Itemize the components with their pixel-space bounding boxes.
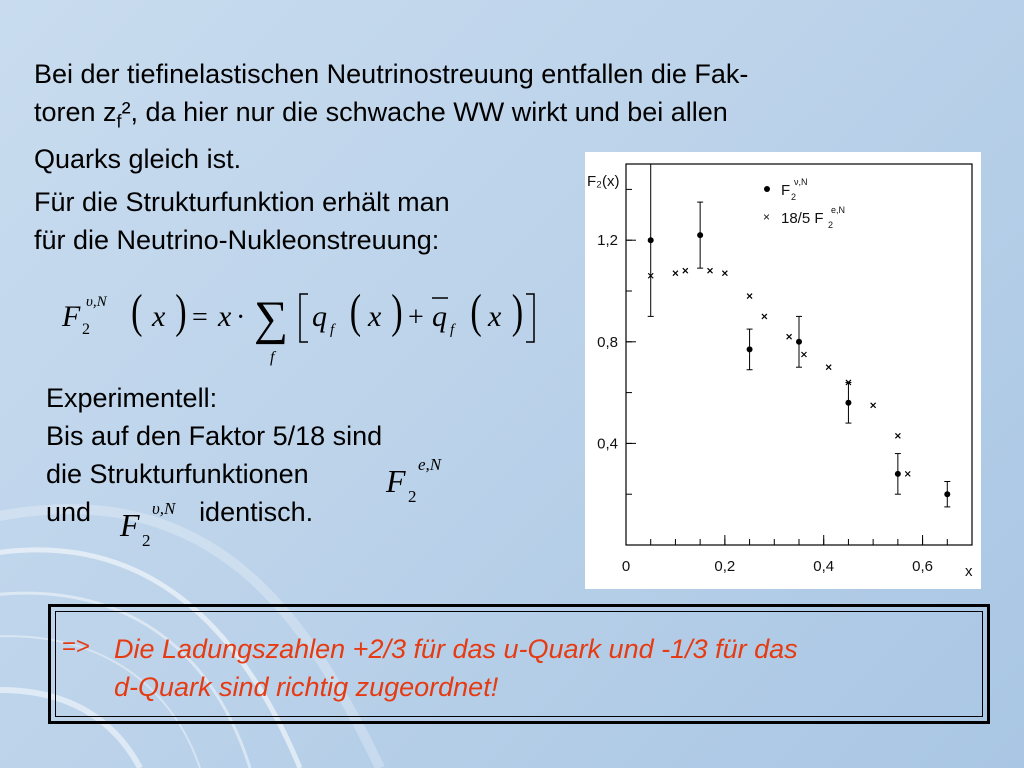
formula-eq: = xyxy=(192,302,208,333)
x-tick-label: 0,6 xyxy=(912,558,934,575)
data-point-nuN xyxy=(796,339,802,345)
data-point-nuN xyxy=(895,471,901,477)
x-tick-label: 0 xyxy=(621,558,631,575)
conclusion-text xyxy=(114,630,984,706)
y-tick-label: 1,2 xyxy=(597,232,618,250)
formula-x-2: x xyxy=(218,300,232,333)
formula-lparen-2: ( xyxy=(349,284,362,338)
formula-F: F xyxy=(62,300,81,333)
data-point-eN xyxy=(826,365,831,370)
data-point-nuN xyxy=(944,491,950,497)
intro-line-2 xyxy=(34,93,994,140)
formula-q-sub-2: f xyxy=(450,322,455,338)
data-point-nuN xyxy=(648,237,654,243)
formula-sup-nuN: υ,N xyxy=(86,294,107,310)
experimental-line-3-text: die Strukturfunktionen xyxy=(46,459,309,489)
formula-sum-index: f xyxy=(270,349,275,366)
intro-line-1: Bei der tiefinelastischen Neutrinostreuung entfallen die Fak- xyxy=(34,59,749,89)
conclusion-line-2: d-Quark sind richtig zugeordnet! xyxy=(114,672,499,702)
intro-line-2-pre: toren z xyxy=(34,97,117,127)
conclusion-arrow: => xyxy=(62,633,91,660)
chart-svg xyxy=(585,152,981,589)
structure-line-1: Für die Strukturfunktion erhält man xyxy=(34,187,450,217)
formula-q-2: q xyxy=(432,300,447,333)
formula-rparen-2: ) xyxy=(391,284,403,338)
formula-sum: ∑ xyxy=(254,292,289,345)
formula-x-1: x xyxy=(152,300,166,333)
structure-function-paragraph xyxy=(34,183,574,259)
data-point-eN xyxy=(871,403,876,408)
data-point-eN xyxy=(708,268,713,273)
data-point-nuN xyxy=(845,400,851,406)
data-point-eN xyxy=(895,433,900,438)
experimental-line-1: Experimentell: xyxy=(46,383,218,413)
F2-nuN-sup: υ,N xyxy=(152,499,176,518)
data-point-eN xyxy=(683,268,688,273)
F2-eN-symbol xyxy=(384,452,474,512)
formula-q-sub-1: f xyxy=(330,322,335,338)
x-axis-label: x xyxy=(965,563,973,580)
data-point-eN xyxy=(762,314,767,319)
experimental-line-3 xyxy=(46,455,586,493)
legend-series-2-main: 18/5 F xyxy=(781,210,824,227)
structure-function-chart xyxy=(585,152,981,589)
formula-rparen-3: ) xyxy=(511,284,524,338)
intro-line-2-sub: f xyxy=(116,111,122,132)
data-point-nuN xyxy=(697,232,703,238)
intro-line-2-post: ², da hier nur die schwache WW wirkt und bei allen xyxy=(121,97,728,127)
experimental-line-2: Bis auf den Faktor 5/18 sind xyxy=(46,421,383,451)
formula-dot: · xyxy=(236,302,246,333)
legend-series-1-sup: ν,N xyxy=(794,177,808,187)
F2-nuN-symbol xyxy=(118,496,208,556)
legend-x-marker: × xyxy=(763,210,771,224)
legend-series-2-sup: e,N xyxy=(831,205,846,215)
data-point-nuN xyxy=(747,346,753,352)
y-tick-label: 0,8 xyxy=(597,333,618,351)
data-point-eN xyxy=(905,471,910,476)
formula-rparen-1: ) xyxy=(175,284,187,338)
F2-eN-sub: 2 xyxy=(408,487,417,506)
formula-q-1: q xyxy=(312,300,327,333)
F2-eN-sup: e,N xyxy=(418,455,442,474)
formula-x-3: x xyxy=(368,300,382,333)
legend-series-2-sub: 2 xyxy=(828,220,834,230)
formula-lparen-1: ( xyxy=(131,284,143,338)
intro-line-3: Quarks gleich ist. xyxy=(34,144,242,175)
experimental-line-4-und: und xyxy=(46,497,92,527)
y-axis-label: F₂(x) xyxy=(587,173,620,190)
F2-nuN-sub: 2 xyxy=(142,531,151,550)
data-point-eN xyxy=(673,271,678,276)
experimental-line-4-identical: identisch. xyxy=(199,497,314,527)
y-tick-label: 0,4 xyxy=(597,435,618,453)
x-tick-label: 0,4 xyxy=(813,558,835,575)
formula-x-4: x xyxy=(488,300,502,333)
formula-lparen-3: ( xyxy=(470,284,482,338)
data-point-eN xyxy=(747,294,752,299)
legend-series-1-sub: 2 xyxy=(791,192,797,202)
formula-plus: + xyxy=(408,302,424,333)
F2-nuN-F: F xyxy=(120,507,140,543)
data-point-eN xyxy=(801,352,806,357)
F2-eN-F: F xyxy=(386,463,406,499)
structure-line-2: für die Neutrino-Nukleonstreuung: xyxy=(34,225,440,255)
legend-series-1-main: F xyxy=(781,182,791,199)
x-tick-label: 0,2 xyxy=(714,558,736,575)
legend-dot-marker xyxy=(764,186,770,192)
data-point-eN xyxy=(787,334,792,339)
structure-function-formula xyxy=(60,282,540,372)
conclusion-line-1: Die Ladungszahlen +2/3 für das u-Quark und -1/3 für das xyxy=(114,634,798,664)
data-point-eN xyxy=(722,271,727,276)
formula-sub-2: 2 xyxy=(82,321,90,338)
